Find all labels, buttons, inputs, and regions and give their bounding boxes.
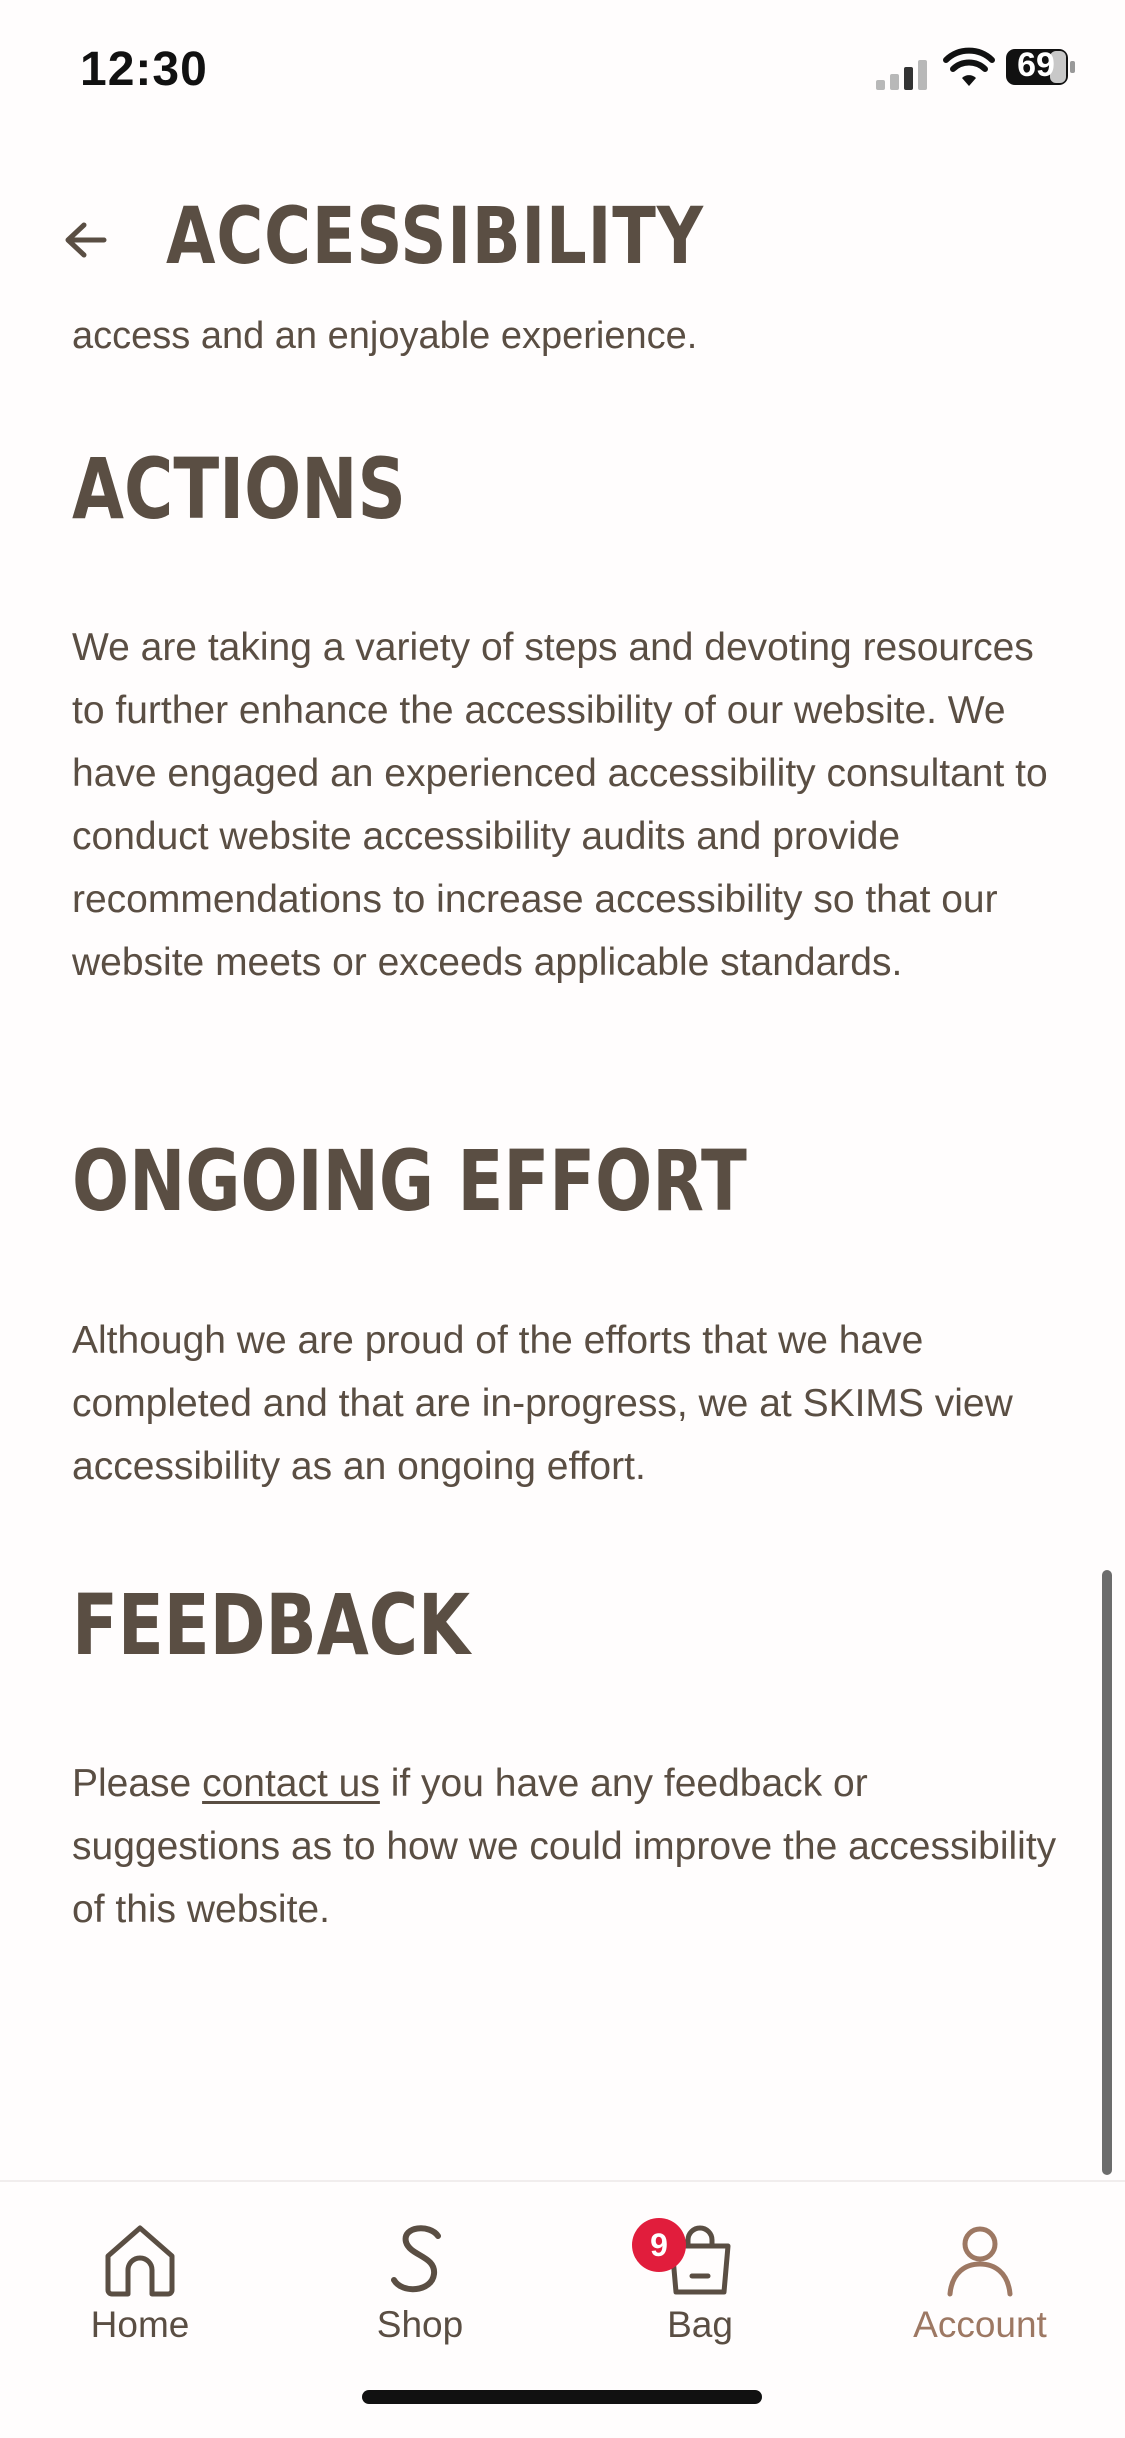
cellular-signal-icon	[876, 60, 930, 90]
section-heading-ongoing-effort: ONGOING EFFORT	[72, 1132, 747, 1230]
contact-us-link[interactable]: contact us	[202, 1762, 380, 1805]
page-title: ACCESSIBILITY	[166, 192, 704, 282]
status-bar	[0, 0, 1125, 140]
wifi-icon	[944, 50, 994, 88]
section-body-actions: We are taking a variety of steps and devoting resources to further enhance the accessibility of our website. We have engaged an experienced accessibility consultant to conduct website accessibility audits and provide recommendations to increase accessibility so that our website meets or exceeds applicable standards.	[72, 626, 1048, 984]
bag-count-badge: 9	[632, 2218, 686, 2272]
back-arrow-icon[interactable]	[56, 210, 116, 270]
battery-level: 69	[1017, 46, 1055, 84]
scrollbar[interactable]	[1102, 1570, 1112, 2175]
section-body-feedback	[72, 1752, 1072, 1941]
clipped-text-line	[72, 315, 792, 360]
tab-shop[interactable]	[320, 2222, 520, 2362]
home-icon	[100, 2222, 180, 2298]
header	[0, 170, 1125, 310]
feedback-text-after: if you have any feedback or suggestions as to how we could improve the accessibility of this website.	[72, 1762, 1057, 1931]
account-icon	[940, 2222, 1020, 2298]
tab-account-label: Account	[913, 2304, 1047, 2345]
tab-bag-label: Bag	[667, 2304, 733, 2345]
section-heading-actions: ACTIONS	[72, 440, 406, 538]
tab-shop-label: Shop	[376, 2304, 464, 2345]
tab-bag[interactable]	[600, 2222, 800, 2362]
tab-home-label: Home	[90, 2304, 190, 2345]
status-time: 12:30	[80, 43, 208, 96]
section-body-ongoing-effort: Although we are proud of the efforts that we have completed and that are in-progress, we at SKIMS view accessibility as an ongoing effort.	[72, 1319, 1013, 1488]
home-indicator	[362, 2390, 762, 2404]
clipped-text: access and an enjoyable experience.	[72, 315, 698, 357]
tab-home[interactable]	[40, 2222, 240, 2362]
section-heading-feedback: FEEDBACK	[72, 1576, 471, 1674]
tab-account[interactable]	[880, 2222, 1080, 2362]
shop-logo-icon	[380, 2222, 460, 2298]
feedback-text-before: Please	[72, 1762, 203, 1805]
